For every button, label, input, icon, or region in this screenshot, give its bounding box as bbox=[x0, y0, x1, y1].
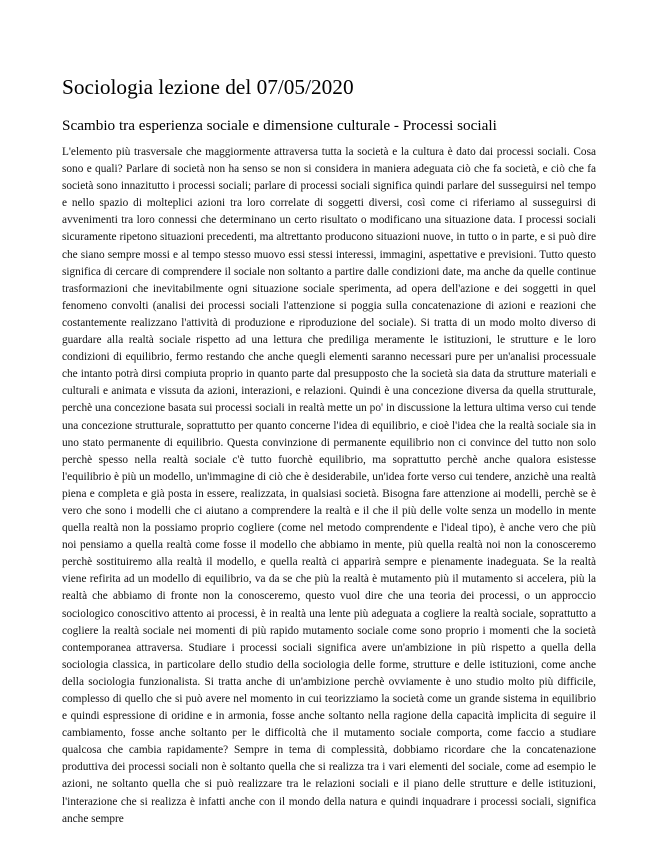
body-paragraph: L'elemento più trasversale che maggiormente attraversa tutta la società e la cultura è dato dai processi sociali. Cosa sono e quali? Parlare di società non ha senso se non si considera in maniera adeguata ciò che fa società, e ciò che fa società sono innazitutto i processi sociali; parlare di processi sociali significa quindi parlare del susseguirsi nel tempo e nello spazio di molteplici azioni tra loro correlate di soggetti diversi, così come ci riferiamo al susseguirsi di avvenimenti tra loro connessi che determinano un certo risultato o modificano una situazione data. I processi sociali sicuramente ripetono situazioni precedenti, ma altrettanto producono situazioni nuove, in tutto o in parte, e si può dire che siano sempre mossi e al tempo stesso muovo essi stessi interessi, immagini, aspettative e previsioni. Tutto questo significa di cercare di comprendere il sociale non soltanto a partire dalle condizioni date, ma anche da quelle continue trasformazioni che inevitabilmente ogni situazione sociale sperimenta, ad opera dell'azione e dei soggetti in quel fenomeno convolti (analisi dei processi sociali l'attenzione si poggia sulla concatenazione di azioni e reazioni che costantemente realizzano l'attività di produzione e riproduzione del sociale). Si tratta di un modo molto diverso di guardare alla realtà sociale rispetto ad una lettura che prediliga meramente le istituzioni, le strutture e le loro condizioni di equilibrio, fermo restando che anche quegli elementi saranno necessari pure per un'analisi processuale che intanto potrà dirsi compiuta proprio in quanto parte dal presupposto che la società sia data da strutture materiali e culturali e animata e vissuta da azioni, interazioni, e relazioni. Quindi è una concezione diversa da quella strutturale, perchè una concezione basata sui processi sociali in realtà mette un po' in discussione la lettura ultima verso cui tende una concezione strutturale, soprattutto per quanto concerne l'idea di equilibrio, e cioè l'idea che la realtà sociale sia in uno stato permanente di equilibrio. Questa convinzione di permanente equilibrio non ci convince del tutto non solo perchè spesso nella realtà sociale c'è tutto fuorchè equilibrio, ma soprattutto perchè anche qualora esistesse l'equilibrio è più un modello, un'immagine di ciò che è desiderabile, un'idea forte verso cui tendere, anzichè una realtà piena e completa e già posta in essere, realizzata, in qualsiasi società. Bisogna fare attenzione ai modelli, perchè se è vero che sono i modelli che ci aiutano a comprendere la realtà e il che il più delle volte senza un modello in mente quella realtà non la possiamo proprio cogliere (come nel metodo comprendente e l'ideal tipo), è anche vero che più noi pensiamo a quella realtà come fosse il modello che abbiamo in mente, più quella realtà noi non la conosceremo perchè sostituiremo alla realtà il modello, e quella realtà ci apparirà sempre e pienamente inadeguata. Se la realtà viene refirita ad un modello di equilibrio, va da se che più la realtà è mutamento più il mutamento si accelera, più la realtà che abbiamo di fronte non la conosceremo, questo vuol dire che una teoria dei processi, o un approccio sociologico conoscitivo attento ai processi, è in realtà una lente più adeguata a cogliere la realtà sociale, soprattutto a cogliere la realtà sociale nei momenti di più rapido mutamento sociale come sono proprio i momenti che la società contemporanea attraversa. Studiare i processi sociali significa avere un'ambizione in più rispetto a quella della sociologia classica, in particolare dello studio della sociologia delle forme, strutture e delle istituzioni, come anche della sociologia funzionalista. Si tratta anche di un'ambizione perchè ovviamente è uno studio molto più difficile, complesso di quello che si può avere nel momento in cui teorizziamo la società come un grande sistema in equilibrio e quindi espressione di oridine e in armonia, fosse anche soltanto nella ragione della capacità implicita di seguire il cambiamento, fosse anche soltanto per le difficoltà che il mutamento sociale comporta, come faccio a studiare qualcosa che cambia rapidamente? Sempre in tema di complessità, dobbiamo ricordare che la concatenazione produttiva dei processi sociali non è soltanto quella che si realizza tra i vari elementi del sociale, come ad esempio le azioni, ne soltanto quella che si può realizzare tra le relazioni sociali e il piano delle strutture e delle istituzioni, l'interazione che si realizza è infatti anche con il mondo della natura e quindi inquadrare i processi sociali, significa anche sempre bbox=[62, 146, 596, 825]
page-subtitle: Scambio tra esperienza sociale e dimensione culturale - Processi sociali bbox=[62, 117, 497, 134]
page-title: Sociologia lezione del 07/05/2020 bbox=[62, 75, 354, 99]
